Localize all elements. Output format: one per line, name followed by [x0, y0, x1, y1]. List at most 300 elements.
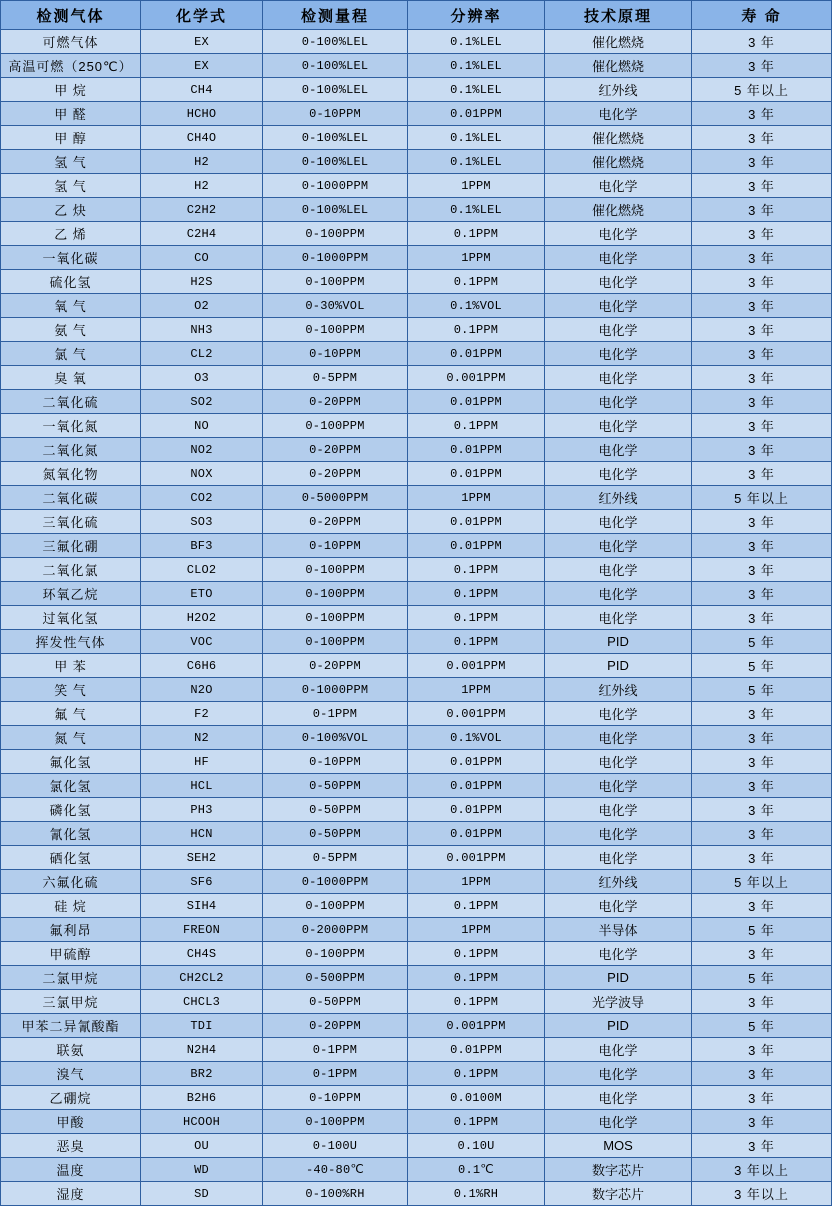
cell-resolution: 0.001PPM	[408, 654, 545, 678]
cell-principle: PID	[545, 654, 692, 678]
cell-range: 0-1PPM	[263, 702, 408, 726]
cell-life: 3 年	[692, 1110, 832, 1134]
cell-life: 3 年	[692, 726, 832, 750]
cell-resolution: 0.1PPM	[408, 270, 545, 294]
table-row	[1, 438, 832, 462]
cell-life: 3 年	[692, 414, 832, 438]
cell-formula: SIH4	[141, 894, 263, 918]
table-row	[1, 390, 832, 414]
cell-life: 3 年	[692, 1086, 832, 1110]
cell-life: 3 年	[692, 54, 832, 78]
cell-principle: 电化学	[545, 174, 692, 198]
cell-life: 3 年	[692, 150, 832, 174]
cell-life: 3 年以上	[692, 1182, 832, 1206]
cell-resolution: 0.01PPM	[408, 798, 545, 822]
cell-formula: O3	[141, 366, 263, 390]
cell-gas: 高温可燃（250℃）	[1, 54, 141, 78]
cell-range: 0-2000PPM	[263, 918, 408, 942]
cell-formula: CO	[141, 246, 263, 270]
cell-resolution: 0.001PPM	[408, 702, 545, 726]
table-row	[1, 846, 832, 870]
cell-gas: 硒化氢	[1, 846, 141, 870]
cell-principle: 电化学	[545, 726, 692, 750]
cell-resolution: 0.1%LEL	[408, 150, 545, 174]
cell-gas: 硫化氢	[1, 270, 141, 294]
table-row	[1, 1038, 832, 1062]
cell-life: 3 年	[692, 222, 832, 246]
cell-gas: 氮 气	[1, 726, 141, 750]
cell-resolution: 0.1PPM	[408, 1110, 545, 1134]
cell-gas: 三氧化硫	[1, 510, 141, 534]
cell-formula: CL2	[141, 342, 263, 366]
cell-range: 0-100PPM	[263, 270, 408, 294]
cell-range: 0-20PPM	[263, 654, 408, 678]
cell-gas: 氢 气	[1, 150, 141, 174]
cell-range: 0-20PPM	[263, 462, 408, 486]
cell-formula: WD	[141, 1158, 263, 1182]
cell-gas: 氯化氢	[1, 774, 141, 798]
table-row	[1, 1110, 832, 1134]
cell-life: 3 年	[692, 606, 832, 630]
cell-range: 0-100PPM	[263, 894, 408, 918]
cell-gas: 过氧化氢	[1, 606, 141, 630]
cell-resolution: 0.1PPM	[408, 630, 545, 654]
cell-principle: PID	[545, 1014, 692, 1038]
cell-resolution: 0.1%VOL	[408, 726, 545, 750]
cell-resolution: 0.1PPM	[408, 942, 545, 966]
cell-gas: 乙 烯	[1, 222, 141, 246]
table-row	[1, 534, 832, 558]
cell-formula: N2O	[141, 678, 263, 702]
cell-gas: 一氧化氮	[1, 414, 141, 438]
cell-resolution: 0.10U	[408, 1134, 545, 1158]
cell-formula: HCOOH	[141, 1110, 263, 1134]
cell-gas: 乙 炔	[1, 198, 141, 222]
cell-life: 3 年	[692, 750, 832, 774]
cell-life: 3 年	[692, 534, 832, 558]
cell-formula: CH2CL2	[141, 966, 263, 990]
cell-range: 0-30%VOL	[263, 294, 408, 318]
table-row	[1, 870, 832, 894]
cell-life: 3 年以上	[692, 1158, 832, 1182]
cell-resolution: 0.01PPM	[408, 102, 545, 126]
cell-formula: N2	[141, 726, 263, 750]
cell-life: 5 年	[692, 918, 832, 942]
table-row	[1, 462, 832, 486]
cell-principle: 催化燃烧	[545, 126, 692, 150]
cell-gas: 乙硼烷	[1, 1086, 141, 1110]
cell-range: 0-100%VOL	[263, 726, 408, 750]
cell-gas: 氧 气	[1, 294, 141, 318]
cell-principle: 电化学	[545, 102, 692, 126]
cell-resolution: 0.01PPM	[408, 822, 545, 846]
cell-principle: 催化燃烧	[545, 30, 692, 54]
cell-formula: CH4O	[141, 126, 263, 150]
cell-gas: 二氧化硫	[1, 390, 141, 414]
table-row	[1, 966, 832, 990]
cell-principle: 电化学	[545, 942, 692, 966]
cell-gas: 二氧化碳	[1, 486, 141, 510]
cell-life: 5 年	[692, 630, 832, 654]
cell-resolution: 0.01PPM	[408, 1038, 545, 1062]
table-row	[1, 270, 832, 294]
cell-principle: 电化学	[545, 1038, 692, 1062]
cell-gas: 二氯甲烷	[1, 966, 141, 990]
cell-range: 0-1000PPM	[263, 870, 408, 894]
cell-range: 0-20PPM	[263, 390, 408, 414]
cell-range: 0-50PPM	[263, 990, 408, 1014]
cell-life: 3 年	[692, 702, 832, 726]
cell-resolution: 0.0100M	[408, 1086, 545, 1110]
cell-formula: HCN	[141, 822, 263, 846]
cell-formula: NO	[141, 414, 263, 438]
cell-resolution: 1PPM	[408, 486, 545, 510]
cell-formula: OU	[141, 1134, 263, 1158]
cell-formula: HCHO	[141, 102, 263, 126]
cell-principle: 红外线	[545, 486, 692, 510]
cell-principle: 电化学	[545, 390, 692, 414]
cell-formula: NOX	[141, 462, 263, 486]
cell-principle: 半导体	[545, 918, 692, 942]
cell-life: 3 年	[692, 822, 832, 846]
cell-formula: NO2	[141, 438, 263, 462]
cell-resolution: 0.01PPM	[408, 774, 545, 798]
cell-principle: 光学波导	[545, 990, 692, 1014]
table-row	[1, 894, 832, 918]
cell-range: 0-5000PPM	[263, 486, 408, 510]
cell-formula: EX	[141, 30, 263, 54]
table-row	[1, 750, 832, 774]
cell-principle: 电化学	[545, 318, 692, 342]
cell-resolution: 0.1PPM	[408, 222, 545, 246]
cell-principle: 电化学	[545, 558, 692, 582]
cell-gas: 氨 气	[1, 318, 141, 342]
cell-formula: CH4S	[141, 942, 263, 966]
table-row	[1, 102, 832, 126]
cell-formula: SEH2	[141, 846, 263, 870]
cell-range: 0-100%LEL	[263, 198, 408, 222]
cell-range: 0-1000PPM	[263, 678, 408, 702]
cell-principle: 电化学	[545, 798, 692, 822]
cell-life: 3 年	[692, 1038, 832, 1062]
cell-range: 0-10PPM	[263, 750, 408, 774]
cell-resolution: 0.1PPM	[408, 894, 545, 918]
table-row	[1, 150, 832, 174]
cell-principle: 电化学	[545, 606, 692, 630]
cell-formula: C2H2	[141, 198, 263, 222]
table-header	[1, 1, 832, 30]
cell-formula: HCL	[141, 774, 263, 798]
cell-principle: 电化学	[545, 294, 692, 318]
cell-gas: 笑 气	[1, 678, 141, 702]
table-row	[1, 1014, 832, 1038]
cell-range: -40-80℃	[263, 1158, 408, 1182]
cell-formula: HF	[141, 750, 263, 774]
cell-range: 0-100PPM	[263, 606, 408, 630]
cell-range: 0-10PPM	[263, 102, 408, 126]
table-row	[1, 702, 832, 726]
cell-formula: H2S	[141, 270, 263, 294]
cell-life: 3 年	[692, 342, 832, 366]
cell-principle: 电化学	[545, 702, 692, 726]
cell-life: 3 年	[692, 246, 832, 270]
cell-resolution: 0.01PPM	[408, 342, 545, 366]
cell-principle: 催化燃烧	[545, 198, 692, 222]
table-row	[1, 246, 832, 270]
cell-formula: C6H6	[141, 654, 263, 678]
cell-range: 0-100PPM	[263, 1110, 408, 1134]
cell-resolution: 0.01PPM	[408, 750, 545, 774]
cell-resolution: 0.1%LEL	[408, 126, 545, 150]
table-row	[1, 582, 832, 606]
cell-gas: 环氧乙烷	[1, 582, 141, 606]
cell-life: 3 年	[692, 582, 832, 606]
cell-principle: 红外线	[545, 870, 692, 894]
cell-gas: 氢 气	[1, 174, 141, 198]
table-row	[1, 726, 832, 750]
cell-resolution: 0.1%LEL	[408, 54, 545, 78]
cell-range: 0-50PPM	[263, 822, 408, 846]
cell-gas: 甲苯二异氰酸酯	[1, 1014, 141, 1038]
cell-gas: 六氟化硫	[1, 870, 141, 894]
cell-formula: F2	[141, 702, 263, 726]
cell-range: 0-100%LEL	[263, 150, 408, 174]
cell-resolution: 0.1%VOL	[408, 294, 545, 318]
cell-gas: 氟化氢	[1, 750, 141, 774]
cell-gas: 臭 氧	[1, 366, 141, 390]
cell-life: 3 年	[692, 510, 832, 534]
cell-formula: EX	[141, 54, 263, 78]
cell-principle: 电化学	[545, 246, 692, 270]
cell-principle: 电化学	[545, 750, 692, 774]
table-row	[1, 414, 832, 438]
cell-resolution: 0.1PPM	[408, 318, 545, 342]
cell-formula: H2O2	[141, 606, 263, 630]
cell-principle: PID	[545, 966, 692, 990]
cell-formula: TDI	[141, 1014, 263, 1038]
cell-resolution: 0.1%LEL	[408, 78, 545, 102]
cell-life: 3 年	[692, 558, 832, 582]
cell-formula: C2H4	[141, 222, 263, 246]
cell-principle: 数字芯片	[545, 1158, 692, 1182]
cell-principle: 电化学	[545, 222, 692, 246]
column-header-gas: 检测气体	[1, 1, 141, 30]
cell-gas: 二氧化氯	[1, 558, 141, 582]
cell-principle: MOS	[545, 1134, 692, 1158]
cell-formula: H2	[141, 150, 263, 174]
cell-formula: CLO2	[141, 558, 263, 582]
cell-principle: 电化学	[545, 510, 692, 534]
cell-life: 3 年	[692, 270, 832, 294]
cell-range: 0-100%LEL	[263, 54, 408, 78]
cell-range: 0-5PPM	[263, 846, 408, 870]
cell-resolution: 0.1%LEL	[408, 30, 545, 54]
table-row	[1, 822, 832, 846]
cell-principle: 电化学	[545, 270, 692, 294]
column-header-formula: 化学式	[141, 1, 263, 30]
cell-life: 3 年	[692, 294, 832, 318]
table-row	[1, 1062, 832, 1086]
cell-life: 3 年	[692, 390, 832, 414]
cell-range: 0-100%LEL	[263, 126, 408, 150]
cell-resolution: 1PPM	[408, 870, 545, 894]
cell-life: 3 年	[692, 1062, 832, 1086]
column-header-resolution: 分辨率	[408, 1, 545, 30]
table-row	[1, 78, 832, 102]
cell-gas: 三氟化硼	[1, 534, 141, 558]
table-row	[1, 126, 832, 150]
cell-resolution: 0.1PPM	[408, 582, 545, 606]
cell-formula: B2H6	[141, 1086, 263, 1110]
cell-formula: CO2	[141, 486, 263, 510]
cell-life: 3 年	[692, 990, 832, 1014]
table-row	[1, 654, 832, 678]
cell-principle: 电化学	[545, 1086, 692, 1110]
table-body	[1, 30, 832, 1206]
table-row	[1, 918, 832, 942]
column-header-life: 寿 命	[692, 1, 832, 30]
cell-formula: ETO	[141, 582, 263, 606]
cell-formula: FREON	[141, 918, 263, 942]
cell-range: 0-100%LEL	[263, 30, 408, 54]
cell-life: 3 年	[692, 366, 832, 390]
cell-resolution: 0.01PPM	[408, 438, 545, 462]
cell-life: 3 年	[692, 102, 832, 126]
cell-gas: 甲 醛	[1, 102, 141, 126]
cell-gas: 二氧化氮	[1, 438, 141, 462]
cell-range: 0-20PPM	[263, 438, 408, 462]
cell-formula: SO3	[141, 510, 263, 534]
cell-range: 0-100PPM	[263, 942, 408, 966]
cell-gas: 甲硫醇	[1, 942, 141, 966]
table-row	[1, 1158, 832, 1182]
cell-range: 0-20PPM	[263, 510, 408, 534]
cell-life: 5 年以上	[692, 78, 832, 102]
table-row	[1, 54, 832, 78]
cell-principle: 电化学	[545, 894, 692, 918]
column-header-principle: 技术原理	[545, 1, 692, 30]
cell-range: 0-1000PPM	[263, 246, 408, 270]
cell-resolution: 0.1%LEL	[408, 198, 545, 222]
cell-principle: 红外线	[545, 78, 692, 102]
cell-resolution: 0.001PPM	[408, 366, 545, 390]
cell-range: 0-20PPM	[263, 1014, 408, 1038]
cell-gas: 一氧化碳	[1, 246, 141, 270]
cell-life: 5 年	[692, 654, 832, 678]
cell-resolution: 0.1PPM	[408, 990, 545, 1014]
cell-gas: 甲 烷	[1, 78, 141, 102]
cell-resolution: 0.1℃	[408, 1158, 545, 1182]
table-row	[1, 1134, 832, 1158]
cell-life: 3 年	[692, 30, 832, 54]
cell-principle: 电化学	[545, 822, 692, 846]
cell-gas: 氰化氢	[1, 822, 141, 846]
cell-life: 3 年	[692, 126, 832, 150]
column-header-range: 检测量程	[263, 1, 408, 30]
cell-gas: 溴气	[1, 1062, 141, 1086]
cell-range: 0-10PPM	[263, 342, 408, 366]
cell-resolution: 1PPM	[408, 678, 545, 702]
cell-resolution: 0.1%RH	[408, 1182, 545, 1206]
cell-gas: 恶臭	[1, 1134, 141, 1158]
cell-principle: 红外线	[545, 678, 692, 702]
cell-principle: 电化学	[545, 462, 692, 486]
cell-life: 3 年	[692, 798, 832, 822]
table-row	[1, 198, 832, 222]
cell-life: 3 年	[692, 846, 832, 870]
cell-resolution: 0.1PPM	[408, 558, 545, 582]
table-row	[1, 294, 832, 318]
cell-formula: VOC	[141, 630, 263, 654]
cell-range: 0-100PPM	[263, 630, 408, 654]
cell-formula: SO2	[141, 390, 263, 414]
cell-resolution: 0.1PPM	[408, 414, 545, 438]
table-row	[1, 630, 832, 654]
table-row	[1, 606, 832, 630]
table-row	[1, 486, 832, 510]
cell-resolution: 1PPM	[408, 174, 545, 198]
cell-principle: 电化学	[545, 1062, 692, 1086]
cell-life: 3 年	[692, 774, 832, 798]
table-row	[1, 798, 832, 822]
cell-resolution: 0.1PPM	[408, 1062, 545, 1086]
cell-range: 0-1000PPM	[263, 174, 408, 198]
cell-gas: 联氨	[1, 1038, 141, 1062]
table-header-row	[1, 1, 832, 30]
table-row	[1, 510, 832, 534]
table-row	[1, 342, 832, 366]
cell-life: 5 年	[692, 678, 832, 702]
cell-range: 0-100PPM	[263, 318, 408, 342]
cell-principle: 电化学	[545, 1110, 692, 1134]
cell-range: 0-10PPM	[263, 1086, 408, 1110]
cell-life: 3 年	[692, 198, 832, 222]
cell-formula: BR2	[141, 1062, 263, 1086]
cell-formula: BF3	[141, 534, 263, 558]
cell-gas: 甲酸	[1, 1110, 141, 1134]
cell-formula: CH4	[141, 78, 263, 102]
table-row	[1, 366, 832, 390]
cell-gas: 湿度	[1, 1182, 141, 1206]
cell-principle: 电化学	[545, 846, 692, 870]
cell-range: 0-100PPM	[263, 414, 408, 438]
cell-range: 0-10PPM	[263, 534, 408, 558]
cell-resolution: 0.1PPM	[408, 606, 545, 630]
cell-life: 5 年以上	[692, 486, 832, 510]
cell-principle: 数字芯片	[545, 1182, 692, 1206]
cell-life: 3 年	[692, 462, 832, 486]
cell-life: 3 年	[692, 318, 832, 342]
table-row	[1, 174, 832, 198]
cell-principle: 电化学	[545, 774, 692, 798]
cell-life: 3 年	[692, 942, 832, 966]
table-row	[1, 222, 832, 246]
cell-gas: 可燃气体	[1, 30, 141, 54]
cell-resolution: 1PPM	[408, 246, 545, 270]
cell-gas: 甲 苯	[1, 654, 141, 678]
cell-resolution: 0.001PPM	[408, 846, 545, 870]
cell-resolution: 0.01PPM	[408, 390, 545, 414]
cell-range: 0-100%RH	[263, 1182, 408, 1206]
cell-principle: 电化学	[545, 366, 692, 390]
cell-principle: 电化学	[545, 342, 692, 366]
table-row	[1, 1086, 832, 1110]
cell-formula: CHCL3	[141, 990, 263, 1014]
cell-gas: 氟利昂	[1, 918, 141, 942]
cell-formula: NH3	[141, 318, 263, 342]
cell-resolution: 1PPM	[408, 918, 545, 942]
cell-formula: SD	[141, 1182, 263, 1206]
